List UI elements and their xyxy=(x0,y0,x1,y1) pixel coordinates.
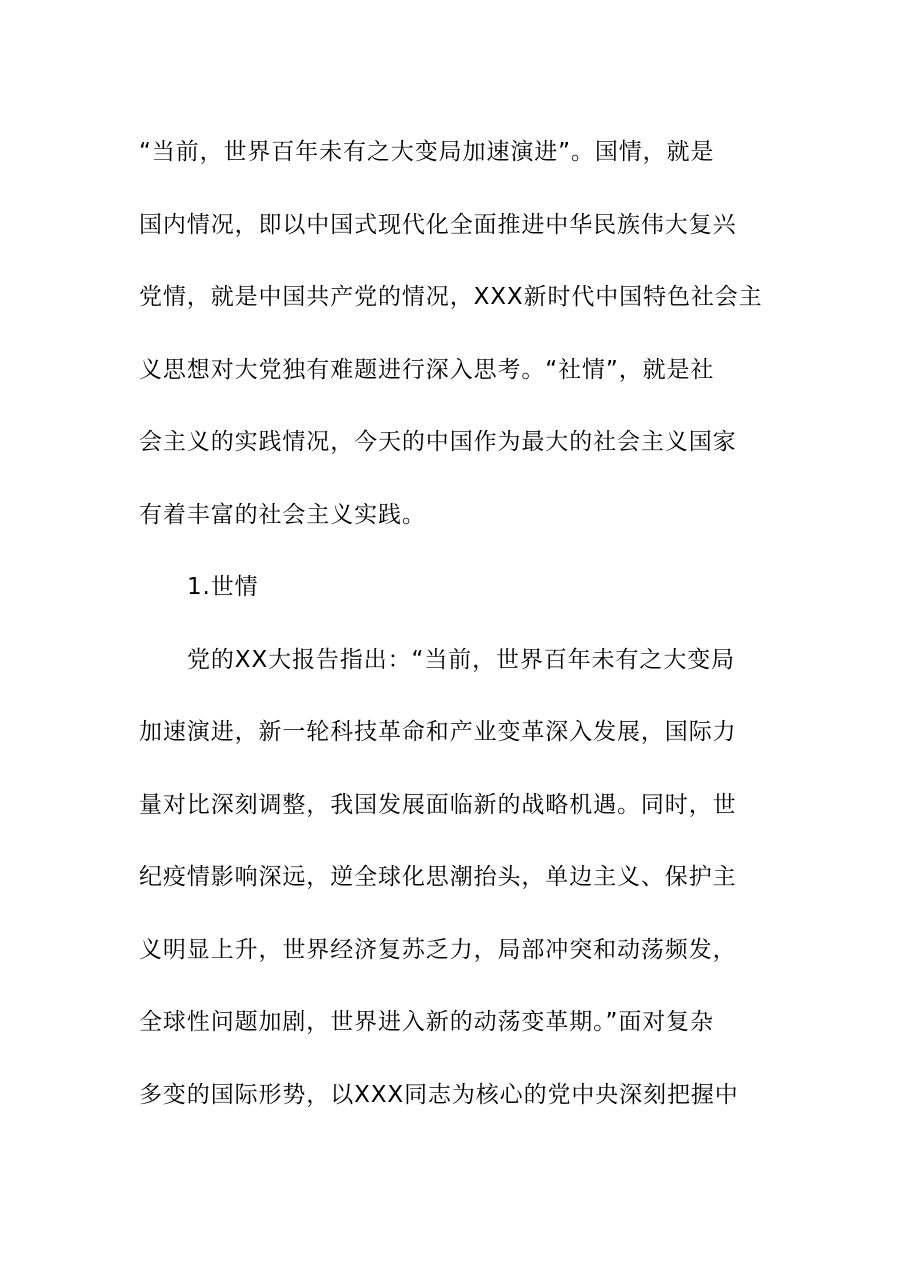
paragraph-line: 量对比深刻调整，我国发展面临新的战略机遇。同时，世 xyxy=(139,791,737,818)
paragraph-line: 加速演进，新一轮科技革命和产业变革深入发展，国际力 xyxy=(139,719,737,745)
text-line: 会主义的实践情况，今天的中国作为最大的社会主义国家 xyxy=(139,429,737,455)
document-body xyxy=(139,116,771,1131)
text-line: 国内情况，即以中国式现代化全面推进中华民族伟大复兴 xyxy=(139,211,737,238)
paragraph-line: 多变的国际形势，以XXX同志为核心的党中央深刻把握中 xyxy=(139,1081,739,1108)
paragraph-line: 纪疫情影响深远，逆全球化思潮抬头，单边主义、保护主 xyxy=(139,864,737,890)
text-line: 义思想对大党独有难题进行深入思考。“社情”，就是社 xyxy=(139,356,715,383)
section-heading: 1.世情 xyxy=(187,574,259,600)
text-line: 党情，就是中国共产党的情况，XXX新时代中国特色社会主 xyxy=(139,284,763,310)
text-line: “当前，世界百年未有之大变局加速演进”。国情，就是 xyxy=(139,139,715,165)
paragraph-line: 义明显上升，世界经济复苏乏力，局部冲突和动荡频发， xyxy=(139,936,737,963)
paragraph-line: 党的XX大报告指出：“当前，世界百年未有之大变局 xyxy=(187,646,736,673)
paragraph-line: 全球性问题加剧，世界进入新的动荡变革期。”面对复杂 xyxy=(139,1009,714,1035)
text-line: 有着丰富的社会主义实践。 xyxy=(139,501,426,528)
